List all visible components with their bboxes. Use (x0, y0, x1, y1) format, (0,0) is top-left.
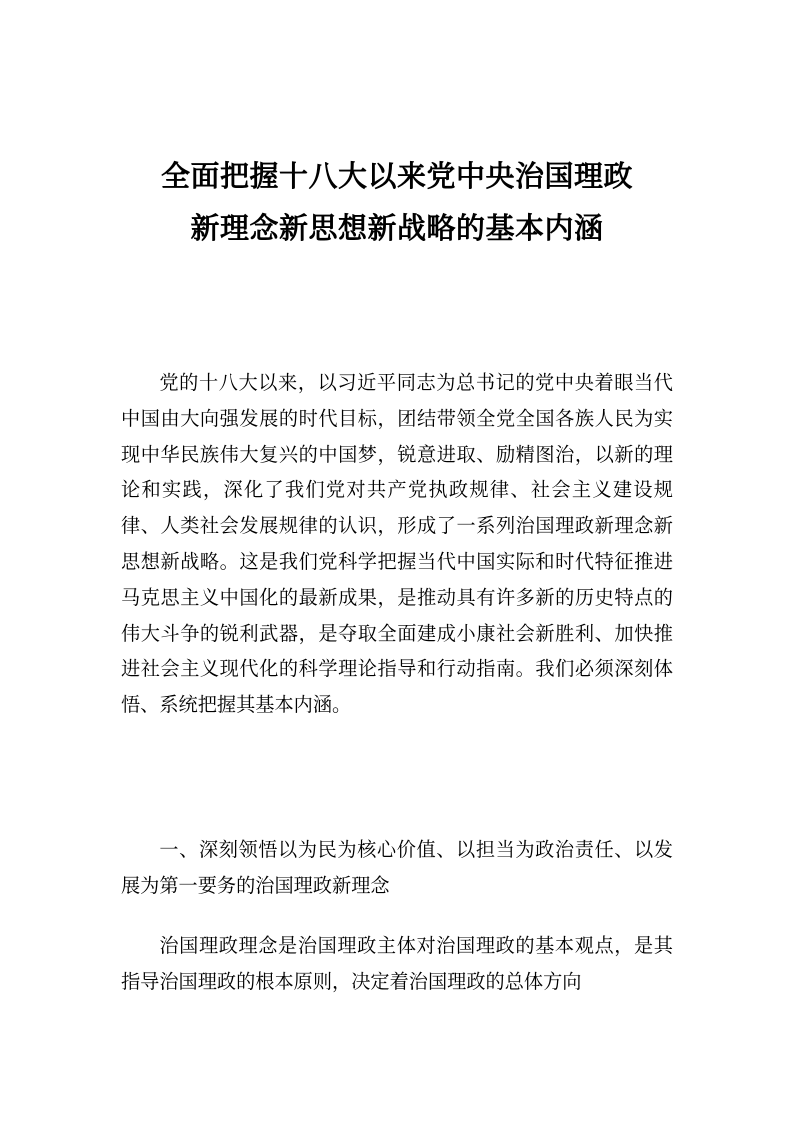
intro-section (121, 365, 673, 723)
intro-paragraph: 党的十八大以来，以习近平同志为总书记的党中央着眼当代中国由大向强发展的时代目标，团结带领全党全国各族人民为实现中华民族伟大复兴的中国梦，锐意进取、励精图治，以新的理论和实践，深化了我们党对共产党执政规律、社会主义建设规律、人类社会发展规律的认识，形成了一系列治国理政新理念新思想新战略。这是我们党科学把握当代中国实际和时代特征推进马克思主义中国化的最新成果，是推动具有许多新的历史特点的伟大斗争的锐利武器，是夺取全面建成小康社会新胜利、加快推进社会主义现代化的科学理论指导和行动指南。我们必须深刻体悟、系统把握其基本内涵。 (121, 371, 673, 717)
title-line-1: 全面把握十八大以来党中央治国理政 (160, 159, 633, 193)
section-heading (121, 832, 673, 904)
section-1-heading: 一、深刻领悟以为民为核心价值、以担当为政治责任、以发展为第一要务的治国理政新理念 (121, 838, 673, 897)
section-body (121, 928, 673, 1000)
section-1-paragraph: 治国理政理念是治国理政主体对治国理政的基本观点，是其指导治国理政的根本原则，决定着治国理政的总体方向 (121, 934, 673, 993)
document-title (0, 150, 794, 254)
title-line-2: 新理念新思想新战略的基本内涵 (190, 211, 604, 245)
